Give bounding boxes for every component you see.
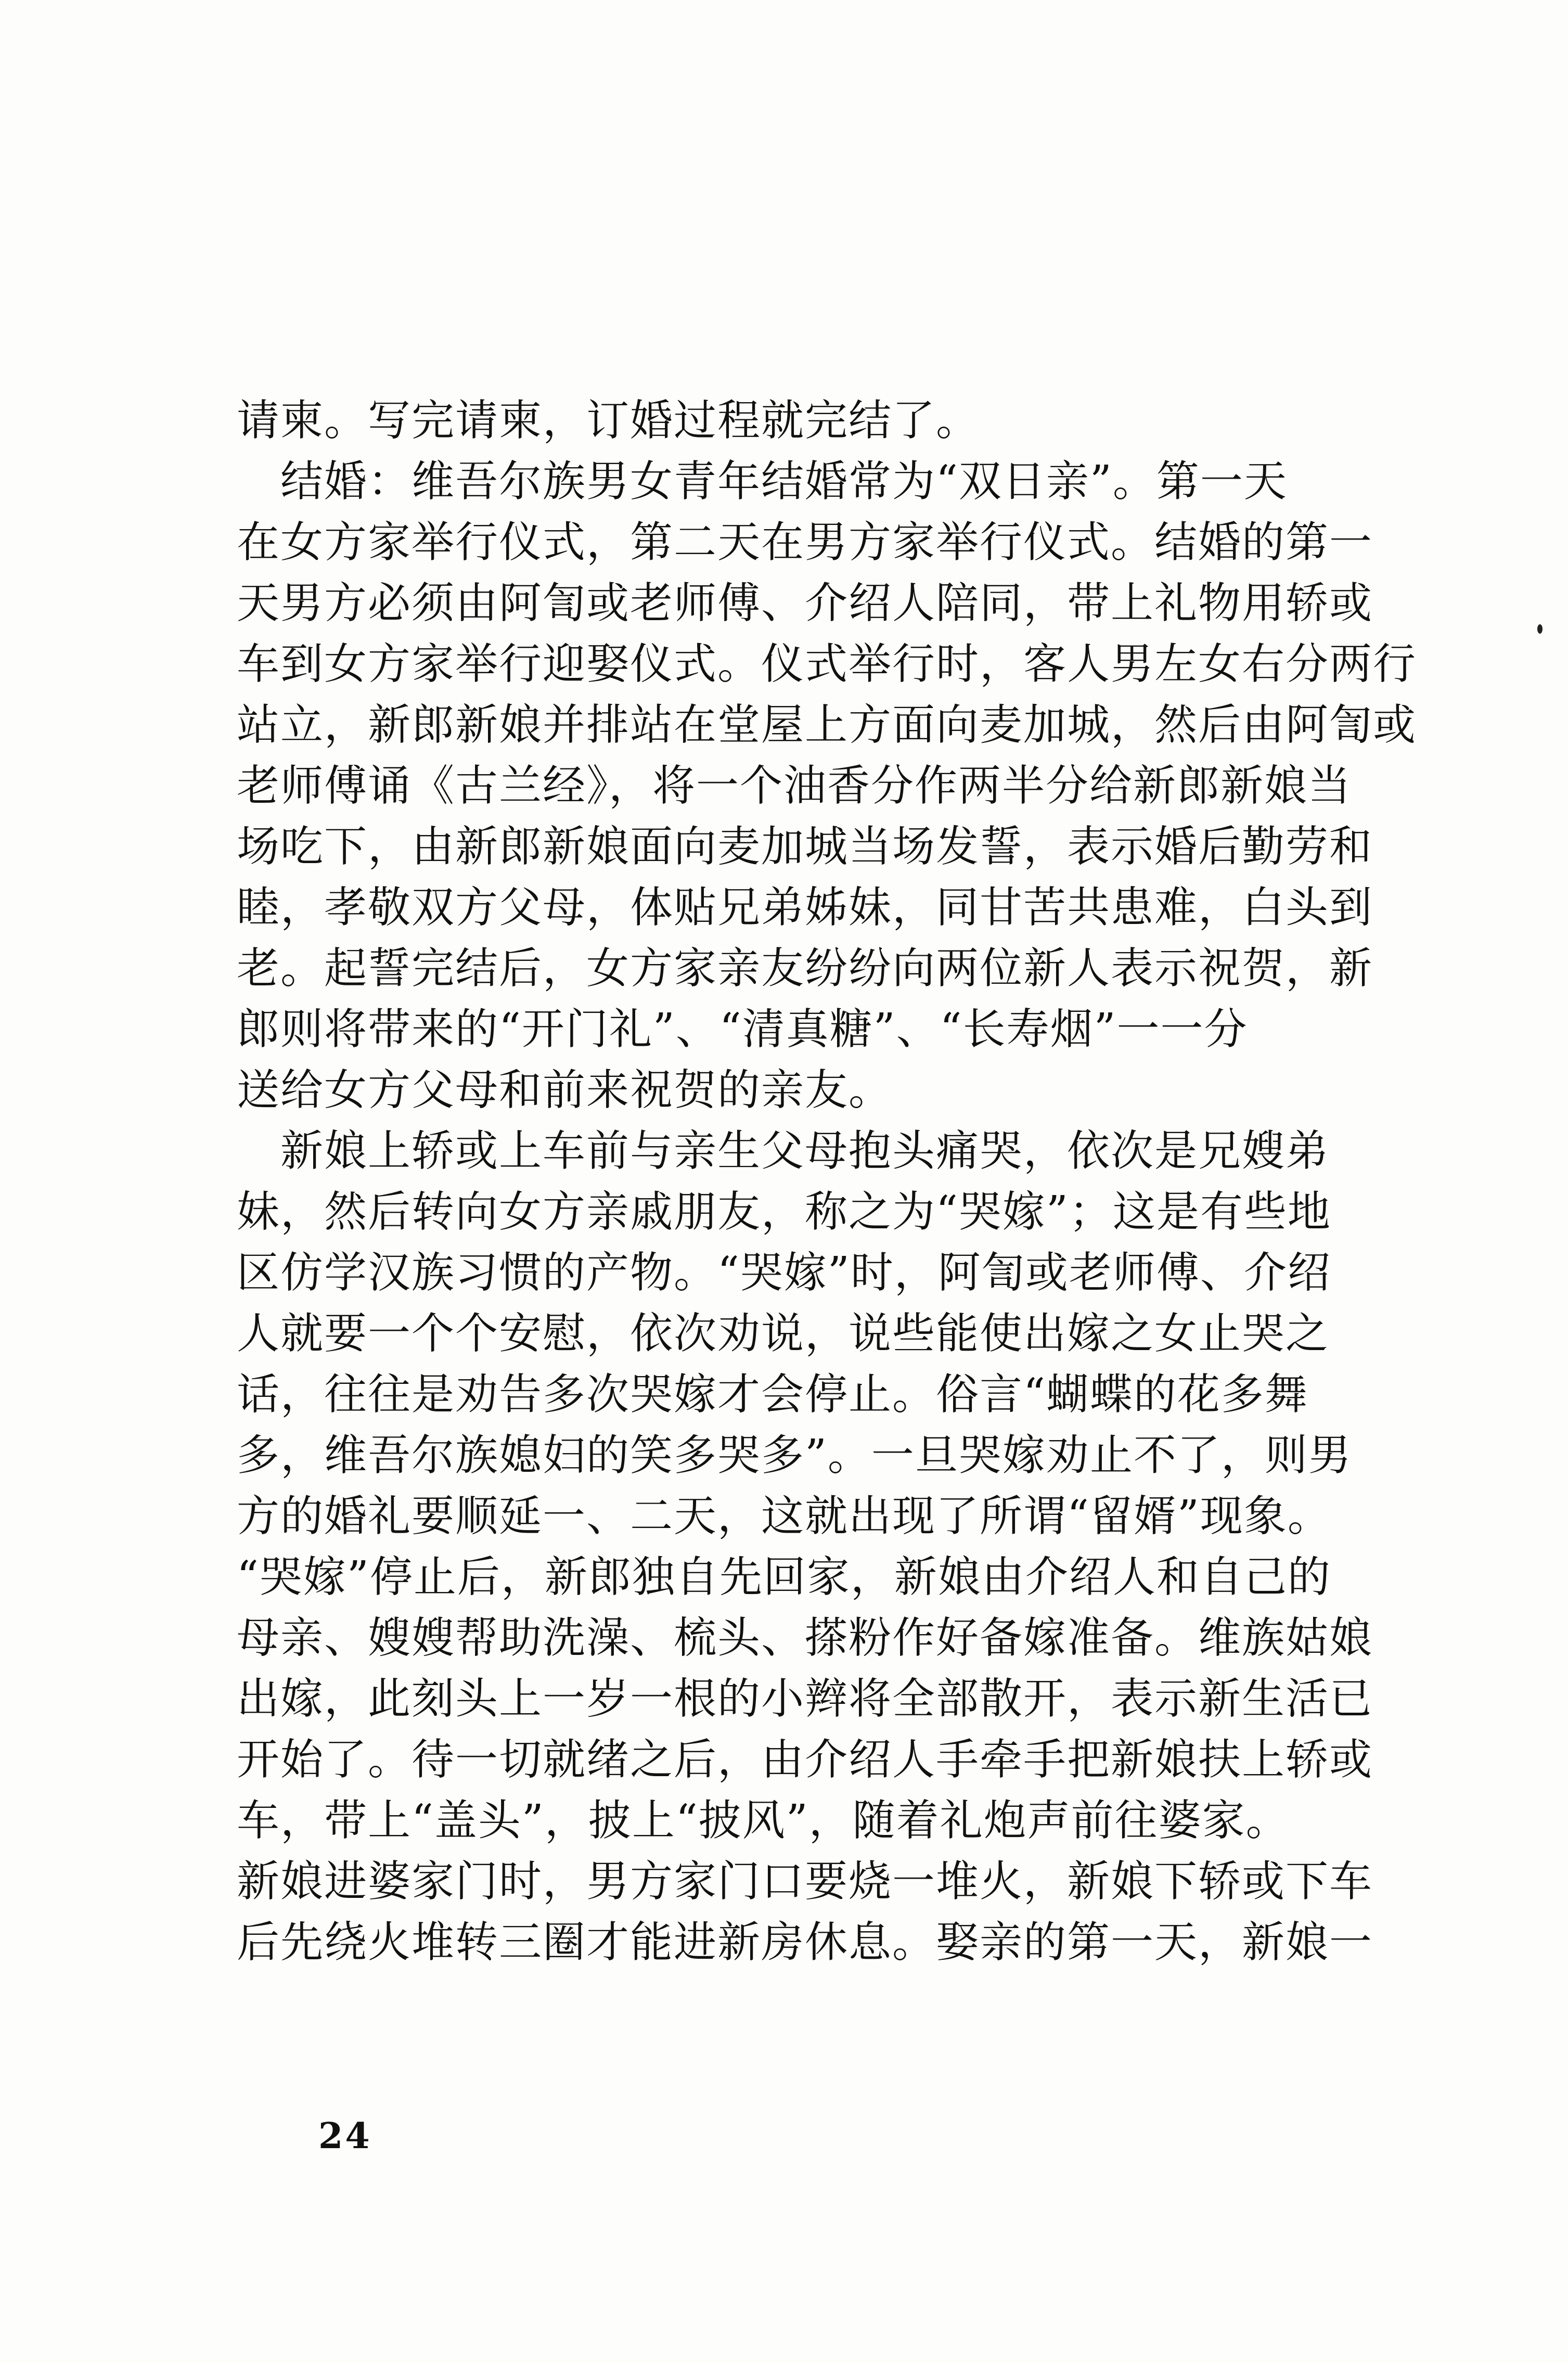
- text-line: 开始了。待一切就绪之后，由介绍人手牵手把新娘扶上轿或: [237, 1735, 1373, 1784]
- text-line: 请柬。写完请柬，订婚过程就完结了。: [237, 396, 980, 445]
- text-line: 送给女方父母和前来祝贺的亲友。: [237, 1065, 893, 1115]
- scan-speck: [1537, 624, 1543, 634]
- text-line: 天男方必须由阿訇或老师傅、介绍人陪同，带上礼物用轿或: [237, 579, 1373, 628]
- text-line: 老师傅诵《古兰经》，将一个油香分作两半分给新郎新娘当: [237, 761, 1352, 811]
- text-line: 区仿学汉族习惯的产物。“哭嫁”时，阿訇或老师傅、介绍: [237, 1248, 1331, 1298]
- text-line: 人就要一个个安慰，依次劝说，说些能使出嫁之女止哭之: [237, 1309, 1330, 1358]
- text-line: 老。起誓完结后，女方家亲友纷纷向两位新人表示祝贺，新: [237, 944, 1373, 993]
- text-line: 郎则将带来的“开门礼”、“清真糖”、“长寿烟”一一分: [237, 1005, 1248, 1054]
- text-line: 车到女方家举行迎娶仪式。仪式举行时，客人男左女右分两行: [237, 639, 1417, 689]
- text-line: 站立，新郎新娘并排站在堂屋上方面向麦加城，然后由阿訇或: [237, 700, 1417, 750]
- text-line: 车，带上“盖头”，披上“披风”，随着礼炮声前往婆家。: [237, 1796, 1290, 1845]
- text-line: 后先绕火堆转三圈才能进新房休息。娶亲的第一天，新娘一: [237, 1918, 1373, 1967]
- text-line: 结婚：维吾尔族男女青年结婚常为“双日亲”。第一天: [237, 457, 1288, 506]
- text-line: 新娘上轿或上车前与亲生父母抱头痛哭，依次是兄嫂弟: [237, 1126, 1330, 1176]
- text-line: 多，维吾尔族媳妇的笑多哭多”。一旦哭嫁劝止不了，则男: [237, 1431, 1352, 1480]
- text-line: 睦，孝敬双方父母，体贴兄弟姊妹，同甘苦共患难，白头到: [237, 883, 1373, 932]
- text-line: 出嫁，此刻头上一岁一根的小辫将全部散开，表示新生活已: [237, 1674, 1373, 1724]
- text-line: 在女方家举行仪式，第二天在男方家举行仪式。结婚的第一: [237, 518, 1373, 567]
- body-text: [237, 390, 1417, 1973]
- text-line: 新娘进婆家门时，男方家门口要烧一堆火，新娘下轿或下车: [237, 1857, 1373, 1906]
- text-line: 话，往往是劝告多次哭嫁才会停止。俗言“蝴蝶的花多舞: [237, 1370, 1308, 1419]
- text-line: 方的婚礼要顺延一、二天，这就出现了所谓“留婿”现象。: [237, 1492, 1331, 1541]
- text-line: 场吃下，由新郎新娘面向麦加城当场发誓，表示婚后勤劳和: [237, 822, 1373, 871]
- text-line: 母亲、嫂嫂帮助洗澡、梳头、搽粉作好备嫁准备。维族姑娘: [237, 1613, 1373, 1663]
- text-line: “哭嫁”停止后，新郎独自先回家，新娘由介绍人和自己的: [237, 1552, 1331, 1602]
- text-line: 妹，然后转向女方亲戚朋友，称之为“哭嫁”；这是有些地: [237, 1187, 1331, 1237]
- page-number: 24: [318, 2115, 372, 2157]
